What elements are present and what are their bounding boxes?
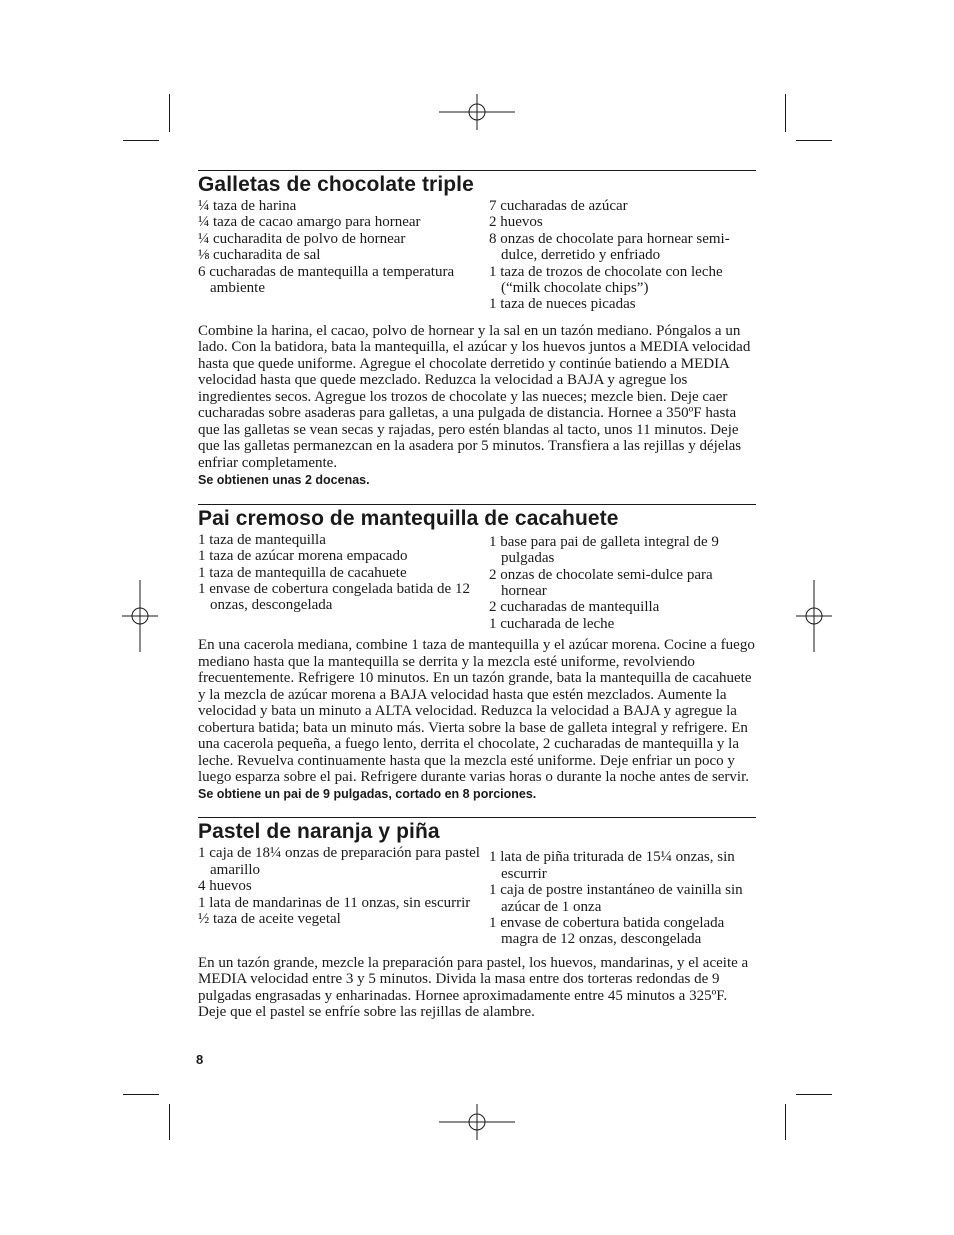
ingredient-item: 8 onzas de chocolate para hornear semi-dulce, derretido y enfriado xyxy=(489,230,730,264)
ingredient-item: 7 cucharadas de azúcar xyxy=(489,198,628,214)
recipe-pastel-naranja-pina xyxy=(198,817,756,1020)
recipe-title: Galletas de chocolate triple xyxy=(198,173,474,196)
ingredient-item: 1 taza de mantequilla de cacahuete xyxy=(198,564,407,581)
recipe-title: Pai cremoso de mantequilla de cacahuete xyxy=(198,506,619,530)
ingredients-right xyxy=(489,532,756,632)
ingredient-item: 6 cucharadas de mantequilla a temperatura ambiente xyxy=(198,263,455,297)
recipe-title: Pastel de naranja y piña xyxy=(198,820,440,844)
instructions xyxy=(198,637,756,802)
ingredient-item: 2 cucharadas de mantequilla xyxy=(489,599,660,616)
recipe-galletas-chocolate-triple xyxy=(198,170,756,489)
ingredient-item: 2 onzas de chocolate semi-dulce para hornear xyxy=(489,566,713,600)
ingredient-item: 1 taza de mantequilla xyxy=(198,531,326,548)
recipe-pai-cremoso xyxy=(198,504,756,802)
ingredient-item: 1 caja de postre instantáneo de vainilla sin azúcar de 1 onza xyxy=(489,882,743,915)
yield-text: Se obtiene un pai de 9 pulgadas, cortado en 8 porciones. xyxy=(198,786,537,801)
ingredient-item: ¼ taza de cacao amargo para hornear xyxy=(198,214,421,231)
section-rule xyxy=(198,504,756,505)
ingredient-item: ⅛ cucharadita de sal xyxy=(198,247,321,264)
ingredient-item: ½ taza de aceite vegetal xyxy=(198,910,341,927)
instructions-text: Combine la harina, el cacao, polvo de hornear y la sal en un tazón mediano. Póngalos a un lado. Con la batidora, bata la mantequilla, el azúcar y los huevos juntos a MEDIA velocidad hasta que quede uniforme. Agregue el chocolate derretido y continúe batiendo a MEDIA velocidad hasta que quede mezclado. Reduzca la velocidad a BAJA y agregue los ingredientes secos. Agregue los trozos de chocolate y las nueces; mezcle bien. Deje caer cucharadas sobre asaderas para galletas, a una pulgada de distancia. Hornee a 350ºF hasta que las galletas se vean secas y rajadas, pero estén blandas al tacto, unos 11 minutos. Deje que las galletas permanezcan en la asadera por 5 minutos. Transfiera a las rejillas y déjelas enfriar completamente. xyxy=(198,322,751,471)
ingredients-right xyxy=(489,845,756,947)
section-rule xyxy=(198,817,756,818)
registration-mark-bottom-icon xyxy=(439,1104,515,1140)
ingredients-left xyxy=(198,532,489,632)
registration-mark-right-icon xyxy=(796,580,832,652)
registration-mark-left-icon xyxy=(122,580,158,652)
ingredient-item: 1 lata de piña triturada de 15¼ onzas, sin escurrir xyxy=(489,849,735,882)
ingredients xyxy=(198,198,756,313)
ingredient-item: 4 huevos xyxy=(198,878,252,895)
ingredient-item: 1 cucharada de leche xyxy=(489,615,615,632)
section-rule xyxy=(198,170,756,171)
yield-text: Se obtienen unas 2 docenas. xyxy=(198,473,370,488)
ingredient-item: 1 envase de cobertura congelada batida de 12 onzas, descongelada xyxy=(198,581,470,614)
ingredients-left xyxy=(198,198,489,313)
recipe-page xyxy=(198,170,756,1021)
ingredient-item: 1 taza de trozos de chocolate con leche (“milk chocolate chips”) xyxy=(489,263,723,297)
ingredient-item: ¼ taza de harina xyxy=(198,198,297,214)
ingredient-item: 1 taza de azúcar morena empacado xyxy=(198,548,408,565)
ingredient-item: 1 lata de mandarinas de 11 onzas, sin escurrir xyxy=(198,894,471,911)
ingredients-right xyxy=(489,198,756,313)
ingredient-item: 1 taza de nueces picadas xyxy=(489,296,636,313)
ingredients xyxy=(198,532,756,632)
page-number: 8 xyxy=(196,1052,204,1067)
ingredient-item: 1 base para pai de galleta integral de 9 pulgadas xyxy=(489,533,719,567)
ingredient-item: 1 caja de 18¼ onzas de preparación para pastel amarillo xyxy=(198,845,480,878)
instructions-text: En un tazón grande, mezcle la preparación para pastel, los huevos, mandarinas, y el aceite a MEDIA velocidad entre 3 y 5 minutos. Divida la masa entre dos torteras redondas de 9 pulgadas engrasadas y enharinadas. Hornee aproximadamente entre 45 minutos a 325ºF. Deje que el pastel se enfríe sobre las rejillas de alambre. xyxy=(198,954,749,1021)
ingredients xyxy=(198,845,756,947)
ingredients-left xyxy=(198,845,489,947)
ingredient-item: 2 huevos xyxy=(489,214,543,231)
instructions xyxy=(198,955,756,1021)
ingredient-item: 1 envase de cobertura batida congelada magra de 12 onzas, descongelada xyxy=(489,914,725,948)
registration-mark-top-icon xyxy=(439,94,515,130)
instructions-text: En una cacerola mediana, combine 1 taza de mantequilla y el azúcar morena. Cocine a fuego mediano hasta que la mantequilla se derrita y la mezcla esté uniforme, revolviendo frecuentemente. Refrigere 10 minutos. En un tazón grande, bata la mantequilla de cacahuete y la mezcla de azúcar morena a BAJA velocidad hasta que estén mezclados. Aumente la velocidad y bata un minuto a ALTA velocidad. Reduzca la velocidad a BAJA y agregue la cobertura batida; bata un minuto más. Vierta sobre la base de galleta integral y refrigere. En una cacerola pequeña, a fuego lento, derrita el chocolate, 2 cucharadas de mantequilla y la leche. Revuelva continuamente hasta que la mezcla esté uniforme. Deje enfriar un poco y luego esparza sobre el pai. Refrigere durante varias horas o durante la noche antes de servir. xyxy=(198,637,755,786)
ingredient-item: ¼ cucharadita de polvo de hornear xyxy=(198,230,406,247)
instructions xyxy=(198,323,756,489)
